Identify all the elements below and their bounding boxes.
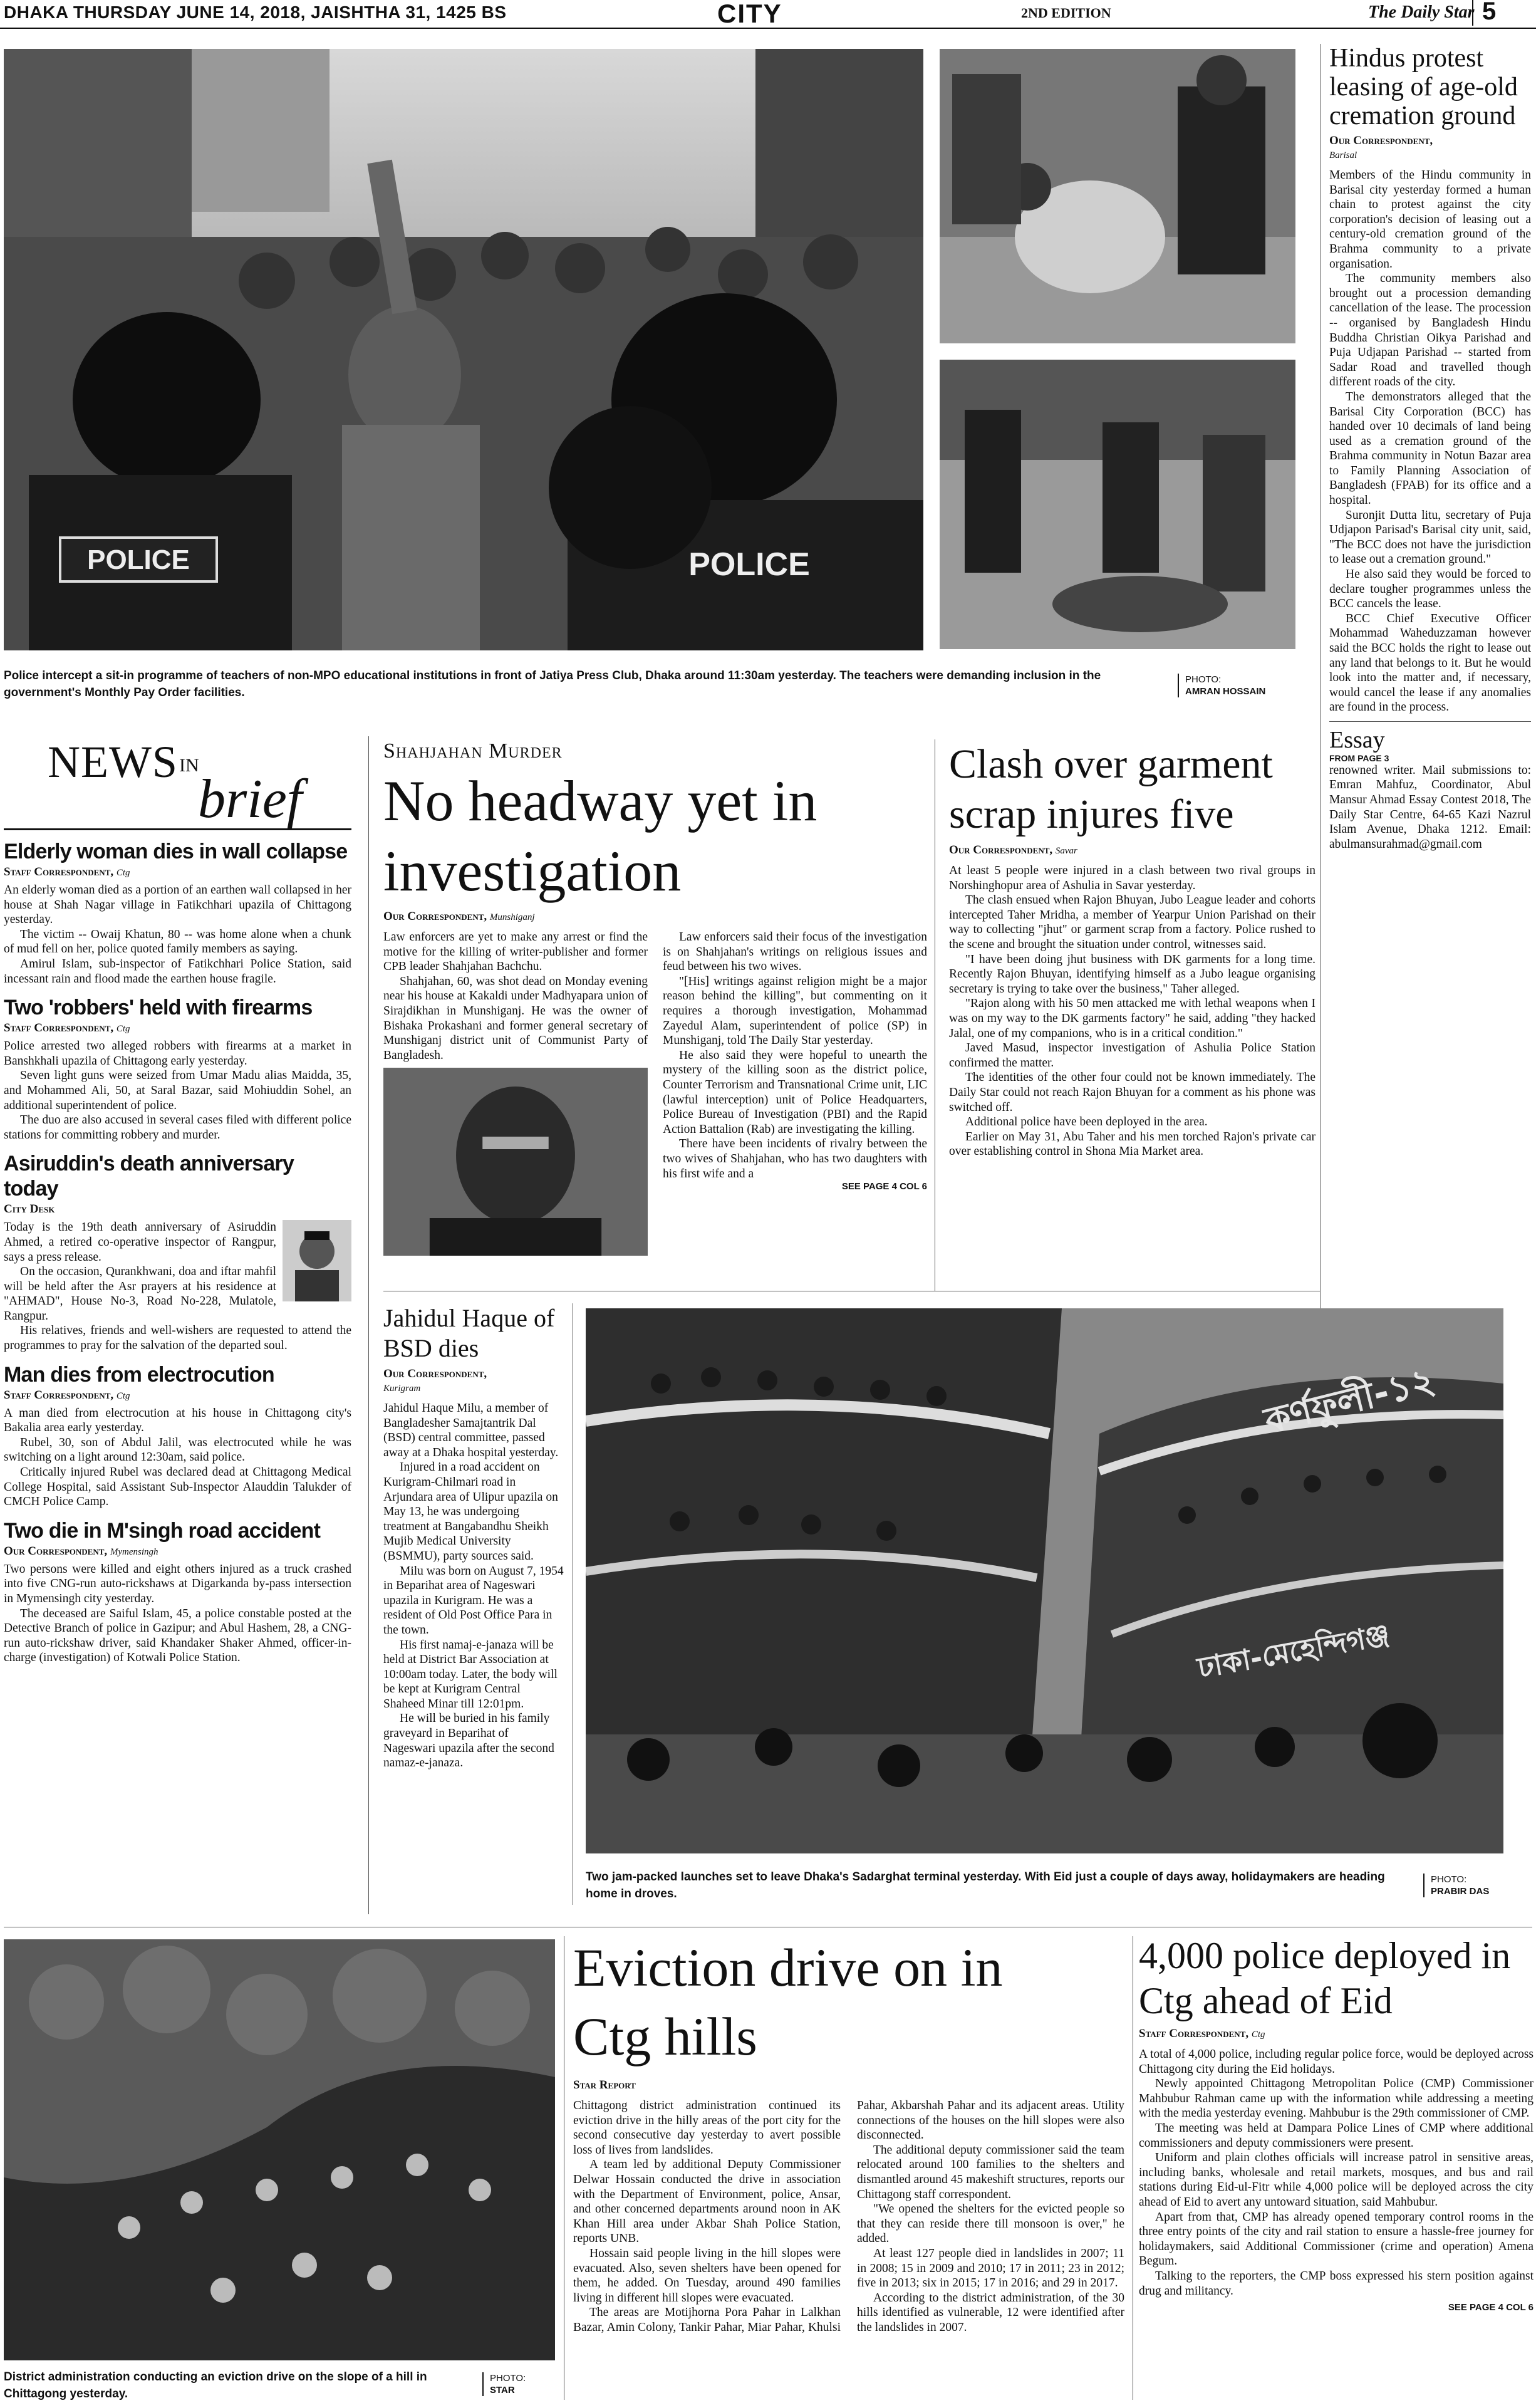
jahidul-headline: Jahidul Haque of BSD dies	[383, 1304, 555, 1362]
police-vest-label-2: POLICE	[688, 546, 810, 583]
protest-photo-bottom-right	[940, 360, 1295, 649]
clash-body: At least 5 people were injured in a clash between two rival groups in Norshinghopur area of Ashulia in Savar yesterday. The clash ensued when Rajon Bhuyan, Jubo League leader and cohorts intercepted Taher Mridha, a member of Yearpur Union Parishad on their way to collecting "jhut" or garment scrap from a factory. Police rushed to the scene and brought the situation under control, witnesses said. "I have been doing jhut business with DK garments for a long time. Recently Rajon Bhuyan, identifying himself as a Jubo league organising secretary is trying to take over the business," Taher alleged. "Rajon along with his 50 men attacked me with lethal weapons when I was on my way to the DK garments factory" he said, adding "they hacked Jalal, one of my companions, who is in a critical condition." Javed Masud, inspector investigation of Ashulia Police Station confirmed the matter. The identities of the other four could not be known immediately. The Daily Star could not reach Rajon Bhuyan for a comment as his phone was switched off. Additional police have been deployed in the area. Earlier on May 31, Abu Taher and his men torched Rajon's private car over establishing control in Shona Mia Market area.	[949, 864, 1315, 1159]
page-number: 5	[1472, 0, 1496, 26]
brief-item: Two 'robbers' held with firearms Staff Correspondent, Ctg Police arrested two alleged robbers with firearms at a market in Banshkhali upazila of Chittagong early yesterday. Seven light guns were seized from Umar Madu alias Maidda, 35, and Mohammed Ali, 50, at Saral Bazar, said Mohiuddin Sohel, an additional superintendent of police. The duo are also accused in several cases filed with different police stations for committing robbery and murder.	[4, 996, 351, 1142]
shahjahan-see-page: SEE PAGE 4 COL 6	[841, 1181, 927, 1192]
jahidul-body: Jahidul Haque Milu, a member of Bangladesher Samajtantrik Dal (BSD) central committee, passed away at a Dhaka hospital yesterday. Injured in a road accident on Kurigram-Chilmari road in Arjundara area of Ulipur upazila on May 13, he was undergoing treatment at Bangabandhu Sheikh Mujib Medical University (BSMMU), party sources said. Milu was born on August 7, 1954 in Beparihat area of Nageswari upazila in Kurigram. He was a resident of Old Post Office Para in the town. His first namaj-e-janaza will be held at District Bar Association at 10:00am today. Later, the body will be kept at Kurigram Central Shaheed Minar till 12:01pm. He will be buried in his family graveyard in Beparihat of Nageswari upazila after the second namaz-e-janaza.	[383, 1402, 564, 1770]
police-photo-credit	[1178, 674, 1290, 697]
eviction-headline: Eviction drive on in Ctg hills	[573, 1937, 1003, 2067]
eviction-article	[573, 1933, 1124, 2406]
brief-headline: Asiruddin's death anniversary today	[4, 1152, 294, 1201]
launch-photo-caption: Two jam-packed launches set to leave Dhaka's Sadarghat terminal yesterday. With Eid just a couple of days away, holidaymakers are heading home in droves.	[586, 1870, 1385, 1900]
police-eid-byline: Staff Correspondent, Ctg	[1139, 2027, 1265, 2040]
launch-photo-credit: PHOTO: PRABIR DAS	[1423, 1874, 1530, 1897]
brief-headline: Two die in M'singh road accident	[4, 1518, 321, 1543]
launch-banner-1: কর্ণফুলী-১২	[1260, 1358, 1440, 1442]
eviction-photo	[4, 1939, 555, 2360]
asiruddin-portrait	[283, 1220, 351, 1301]
street-scuffle-illustration	[940, 360, 1295, 649]
hindus-headline: Hindus protest leasing of age-old cremation ground	[1329, 44, 1518, 130]
eviction-photo-caption: District administration conducting an eviction drive on the slope of a hill in Chittagong yesterday.	[4, 2370, 427, 2400]
hindus-protest-article	[1329, 44, 1531, 1097]
protest-photo-top-right	[940, 49, 1295, 343]
essay-headline: Essay	[1329, 726, 1385, 753]
shahjahan-body: Law enforcers are yet to make any arrest or find the motive for the killing of writer-publisher and former CPB leader Shahjahan Bachchu. Shahjahan, 60, was shot dead on Monday evening near his house at Kakaldi under Madhyapara union of Sirajdikhan in Munshiganj. He was the owner of Bishaka Prokashani and former general secretary of Munshiganj district unit of Communist Party of Bangladesh. Law enforcers said their focus of the investigation is on Shahjahan's writings on religious issues and feud between his two wives. "[His] writings against religion might be a major reason behind the killing", but commenting on it requires a thorough investigation, Mohammad Zayedul Alam, superintendent of police (SP) in Munshiganj, told The Daily Star yesterday. He also said they were hopeful to unearth the mystery of the killing soon as the district police, Counter Terrorism and Transnational Crime unit, LIC (lawful interception) unit of Police Headquarters, Police Bureau of Investigation (PBI) and the Rapid Action Battalion (Rab) are investigating the killing. There have been incidents of rivalry between the two wives of Shahjahan, who has two daughters with his first wife and a SEE PAGE 4 COL 6	[383, 930, 927, 1293]
masthead	[0, 0, 1536, 29]
jahidul-byline: Our Correspondent, Kurigram	[383, 1367, 487, 1394]
hindus-body: Members of the Hindu community in Barisal city yesterday formed a human chain to protest against the city corporation's decision of leasing out a century-old cremation ground of the Brahma community to a private organisation. The community members also brought out a procession demanding cancellation of the lease. The procession -- organised by Bangladesh Hindu Buddha Christian Oikya Parishad and Puja Udjapan Parishad -- started from Sadar Road and travelled though different roads of the city. The demonstrators alleged that the Barisal City Corporation (BCC) has handed over 10 decimals of land being used as a cremation ground of the Brahma community in Notun Bazar area to Family Planning Association of Bangladesh (FPAB) for its office and a hospital. Suronjit Dutta litu, secretary of Puja Udjapon Parisad's Barisal city unit, said, "The BCC does not have the jurisdiction to lease out a cremation ground." He also said they would be forced to declare tougher programmes unless the BCC cancels the lease. BCC Chief Executive Officer Mohammad Waheduzzaman however said the BCC holds the right to lease out any land that belongs to it. But he would look into the matter and, if necessary, would cancel the lease if any anomalies are found in the process.	[1329, 169, 1531, 714]
newspaper-logo: The Daily Star	[1368, 3, 1475, 22]
police-photo-caption: Police intercept a sit-in programme of teachers of non-MPO educational institutions in front of Jatiya Press Club, Dhaka around 11:30am yesterday. The teachers were demanding inclusion in the government's Monthly Pay Order facilities.	[4, 669, 1101, 699]
clash-headline: Clash over garment scrap injures five	[949, 741, 1273, 837]
issue-date: DHAKA THURSDAY JUNE 14, 2018, JAISHTHA 31, 1425 BS	[4, 3, 507, 22]
eviction-photo-credit: PHOTO: STAR	[482, 2372, 551, 2396]
launch-banner-2: ঢাকা-মেহেন্দিগঞ্জ	[1195, 1617, 1393, 1685]
essay-body: renowned writer. Mail submissions to: Emran Mahfuz, Coordinator, Abul Mansur Ahmad Essay Contest 2018, The Daily Star Centre, 64-65 Kazi Nazrul Islam Avenue, Dhaka 1212. Email: abulmansurahmad@gmail.com	[1329, 763, 1531, 851]
brief-item: Elderly woman dies in wall collapse Staff Correspondent, Ctg An elderly woman died as a portion of an earthen wall collapsed in her house at Shah Nagar village in Fatikchhari upazila of Chittagong yesterday. The victim -- Owaij Khatun, 80 -- was home alone when a chunk of mud fell on her, police quoted family members as saying. Amirul Islam, sub-inspector of Fatikchhari Police Station, said incessant rain and flood made the earthen house fragile.	[4, 840, 351, 986]
shahjahan-portrait	[383, 1068, 648, 1256]
brief-item: Two die in M'singh road accident Our Correspondent, Mymensingh Two persons were killed and eight others injured as a truck crashed into five CNG-run auto-rickshaws at Digarkanda by-pass intersection in Mymensingh city yesterday. The deceased are Saiful Islam, 45, a police constable posted at the Detective Branch of police in Gazipur; and Abul Hashem, 28, a CNG-run auto-rickshaw driver, said Khandaker Shaker Ahmed, officer-in-charge (investigation) of Kotwali Police Station.	[4, 1518, 351, 1665]
clash-byline: Our Correspondent, Savar	[949, 843, 1077, 857]
brief-headline: Man dies from electrocution	[4, 1362, 274, 1387]
brief-headline: Elderly woman dies in wall collapse	[4, 840, 348, 863]
clash-article	[949, 739, 1315, 1303]
news-in-brief-logo: NEWS IN brief	[4, 736, 351, 830]
brief-item: Man dies from electrocution Staff Correspondent, Ctg A man died from electrocution at his house in Chittagong city's Bakalia area early yesterday. Rubel, 30, son of Abdul Jalil, was electrocuted while he was switching on a light around 12:30am, said police. Critically injured Rubel was declared dead at Chittagong Medical College Hospital, said Assistant Sub-Inspector Alauddin Talukder of CMCH Police Camp.	[4, 1362, 351, 1509]
police-eid-article	[1139, 1933, 1533, 2406]
police-protest-illustration	[4, 49, 923, 650]
police-eid-headline: 4,000 police deployed in Ctg ahead of Eid	[1139, 1935, 1511, 2021]
police-eid-see-page: SEE PAGE 4 COL 6	[1448, 2302, 1533, 2313]
launch-photo	[586, 1308, 1503, 1853]
brief-headline: Two 'robbers' held with firearms	[4, 996, 313, 1020]
hindus-byline: Our Correspondent, Barisal	[1329, 134, 1433, 160]
essay-from-page: FROM PAGE 3	[1329, 753, 1389, 763]
sadarghat-launches-illustration	[586, 1308, 1503, 1853]
shahjahan-headline: No headway yet in investigation	[383, 769, 817, 903]
credit-label: PHOTO:	[1185, 674, 1222, 685]
eviction-body: Chittagong district administration continued its eviction drive in the hilly areas of the port city for the second consecutive day yesterday to avert possible loss of lives from landslides. A team led by additional Deputy Commissioner Delwar Hossain conducted the drive in association with the Department of Environment, police, Ansar, and other concerned departments around noon in AK Khan Hill area under Akbar Shah Police Station, reports UNB. Hossain said people living in the hill slopes were evacuated. Also, seven shelters have been opened for them, he added. On Tuesday, around 490 families living in different hill slopes were evacuated. The areas are Motijhorna Pora Pahar in Lalkhan Bazar, Amin Colony, Tankir Pahar, Miar Pahar, Khulsi Pahar, Akbarshah Pahar and its adjacent areas. Utility connections of the houses on the hill slopes were also disconnected. The additional deputy commissioner said the team relocated around 100 families to the shelters and dismantled around 45 makeshift structures, reports our Chittagong staff correspondent. "We opened the shelters for the evicted people so that they can reside there till monsoon is over," he added. At least 127 people died in landslides in 2007; 11 in 2008; 15 in 2009 and 2010; 17 in 2011; 23 in 2012; five in 2013; six in 2015; 17 in 2016; and 29 in 2017. According to the district administration, of the 30 hills identified as vulnerable, 12 were identified after the landslides in 2007.	[573, 2099, 1124, 2334]
edition-label: 2ND EDITION	[1021, 5, 1111, 21]
jahidul-article	[383, 1303, 564, 1917]
shahjahan-byline: Our Correspondent, Munshiganj	[383, 910, 535, 923]
news-in-brief	[4, 736, 351, 1908]
brief-item: Asiruddin's death anniversary today City Desk Today is the 19th death anniversary of Asiruddin Ahmed, a retired co-operative inspector of Rangpur, says a press release. On the occasion, Qurankhwani, doa and iftar mahfil will be held after the Asr prayers at his residence at "AHMAD", House No-3, Road No-228, Mulatole, Rangpur. His relatives, friends and well-wishers are requested to attend the programmes to pray for the salvation of the departed soul.	[4, 1152, 351, 1353]
eviction-byline: Star Report	[573, 2078, 636, 2092]
hill-eviction-illustration	[4, 1939, 555, 2360]
police-protest-photo	[4, 49, 923, 650]
credit-name: AMRAN HOSSAIN	[1185, 686, 1266, 697]
column-rule	[368, 736, 369, 1914]
shahjahan-article	[383, 739, 927, 1303]
cremation-protest-illustration	[940, 49, 1295, 343]
shahjahan-kicker: Shahjahan Murder	[383, 739, 563, 763]
police-eid-body: A total of 4,000 police, including regular police force, would be deployed across Chittagong city during the Eid holidays. Newly appointed Chittagong Metropolitan Police (CMP) Commissioner Mahbubur Rahman came up with the information while addressing a meeting with the media yesterday evening. Mahbubur is the 29th commissioner of CMP. The meeting was held at Dampara Police Lines of CMP where additional commissioners and deputy commissioners were present. Uniform and plain clothes officials will increase patrol in sensitive areas, including banks, wholesale and retail markets, mosques, and bus and rail stations during Eid-ul-Fitr while 4,000 police will be deployed across the city ahead of Eid to avert any untoward situation, said Mahbubur. Apart from that, CMP has already opened temporary control rooms in the three entry points of the city and rail station to ensure a hassle-free journey for holidaymakers, said Additional Commissioner (crime and operation) Amena Begum. Talking to the reporters, the CMP boss expressed his stern position against drug and militancy.	[1139, 2048, 1533, 2298]
section-title: CITY	[717, 0, 782, 28]
police-vest-label-1: POLICE	[87, 545, 190, 575]
